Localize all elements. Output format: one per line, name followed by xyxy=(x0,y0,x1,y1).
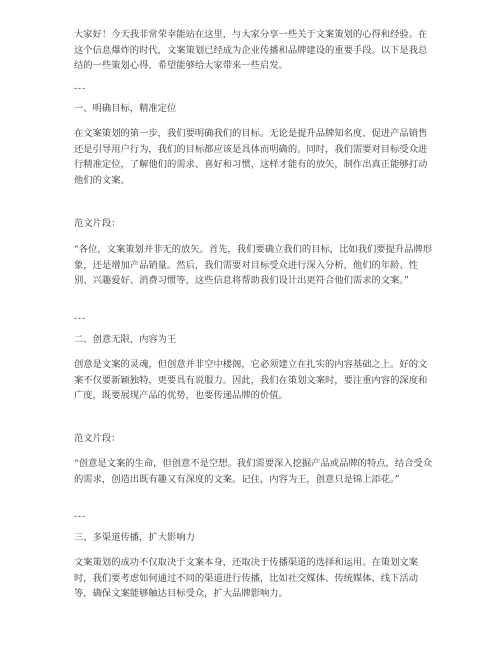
separator: --- xyxy=(74,512,87,522)
section-1-heading: 一、明确目标，精准定位 xyxy=(74,103,177,114)
separator: --- xyxy=(74,84,87,94)
section-2-heading: 二、创意无限，内容为王 xyxy=(74,334,177,345)
section-1-body: 在文案策划的第一步，我们要明确我们的目标。无论是提升品牌知名度、促进产品销售还是引导用户行为，我们的目标都应该是具体而明确的。同时，我们需要对目标受众进行精准定位，了解他们的需求、喜好和习惯，这样才能有的放矢，制作出真正能够打动他们的文案。 xyxy=(74,128,428,186)
section-1-example-label: 范文片段： xyxy=(74,218,121,229)
section-1-example: “各位，文案策划并非无的放矢。首先，我们要确立我们的目标，比如我们要提升品牌形象，还是增加产品销量。然后，我们需要对目标受众进行深入分析，他们的年龄、性别、兴趣爱好、消费习惯等，这些信息将帮助我们设计出更符合他们需求的文案。” xyxy=(74,244,433,287)
separator: --- xyxy=(74,314,87,324)
section-2-body: 创意是文案的灵魂，但创意并非空中楼阁，它必须建立在扎实的内容基础之上。好的文案不仅要新颖独特，更要具有说服力。因此，我们在策划文案时，要注重内容的深度和广度，既要展现产品的优势，也要传递品牌的价值。 xyxy=(74,359,428,402)
intro-paragraph: 大家好！今天我非常荣幸能站在这里，与大家分享一些关于文案策划的心得和经验。在这个信息爆炸的时代，文案策划已经成为企业传播和品牌建设的重要手段。以下是我总结的一些策划心得，希望能够给大家带来一些启发。 xyxy=(74,29,428,72)
section-2-example: “创意是文案的生命，但创意不是空想。我们需要深入挖掘产品或品牌的特点，结合受众的需求，创造出既有趣又有深度的文案。记住，内容为王，创意只是锦上添花。” xyxy=(74,458,433,485)
section-3-heading: 三、多渠道传播，扩大影响力 xyxy=(74,532,195,543)
section-3-body: 文案策划的成功不仅取决于文案本身，还取决于传播渠道的选择和运用。在策划文案时，我们要考虑如何通过不同的渠道进行传播，比如社交媒体、传统媒体、线下活动等，确保文案能够触达目标受众，扩大品牌影响力。 xyxy=(74,557,418,600)
section-2-example-label: 范文片段： xyxy=(74,433,121,444)
